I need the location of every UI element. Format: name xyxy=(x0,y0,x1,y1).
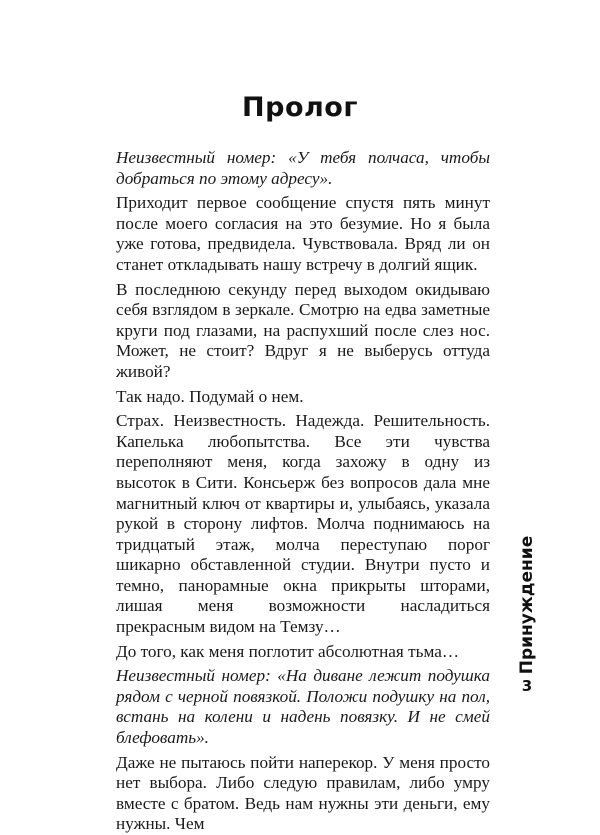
message-text: «У тебя полчаса, чтобы добраться по этому адресу». xyxy=(116,148,490,188)
message-text: «На диване лежит подушка рядом с черной повязкой. Положи подушку на пол, встань на колени и надень повязку. И не смей блефовать». xyxy=(116,666,490,748)
chapter-title: Пролог xyxy=(242,92,358,123)
paragraph-2: Приходит первое сообщение спустя пять минут после моего согласия на это безумие. Но я была уже готова, предвидела. Чувствовала. Вряд ли он станет откладывать нашу встречу в долгий ящик. xyxy=(116,193,490,274)
page-number: 3 xyxy=(521,677,533,695)
paragraph-7 xyxy=(116,666,490,748)
sender-label: Неизвестный номер: xyxy=(116,148,277,167)
sender-label: Неизвестный номер: xyxy=(116,666,271,686)
paragraph-4: Так надо. Подумай о нем. xyxy=(116,386,304,406)
running-title xyxy=(512,535,542,675)
running-title-text: Принуждение xyxy=(517,535,537,675)
paragraph-1 xyxy=(116,148,490,189)
body-text xyxy=(116,148,490,835)
paragraph-8: Даже не пытаюсь пойти наперекор. У меня просто нет выбора. Либо следую правилам, либо умру вместе с братом. Ведь нам нужны эти деньги, ему нужны. Чем xyxy=(116,752,490,834)
paragraph-3: В последнюю секунду перед выходом окидываю себя взглядом в зеркале. Смотрю на едва заметные круги под глазами, на распухший после слез нос. Может, не стоит? Вдруг я не выберусь оттуда живой? xyxy=(116,279,490,381)
paragraph-5: Страх. Неизвестность. Надежда. Решительность. Капелька любопытства. Все эти чувства переполняют меня, когда захожу в одну из высоток в Сити. Консьерж без вопросов дала мне магнитный ключ от квартиры и, улыбаясь, указала рукой в сторону лифтов. Молча поднимаюсь на тридцатый этаж, молча переступаю порог шикарно обставленной студии. Внутри пусто и темно, панорамные окна прикрыты шторами, лишая меня возможности насладиться прекрасным видом на Темзу… xyxy=(116,411,490,637)
paragraph-6: До того, как меня поглотит абсолютная тьма… xyxy=(116,641,460,661)
